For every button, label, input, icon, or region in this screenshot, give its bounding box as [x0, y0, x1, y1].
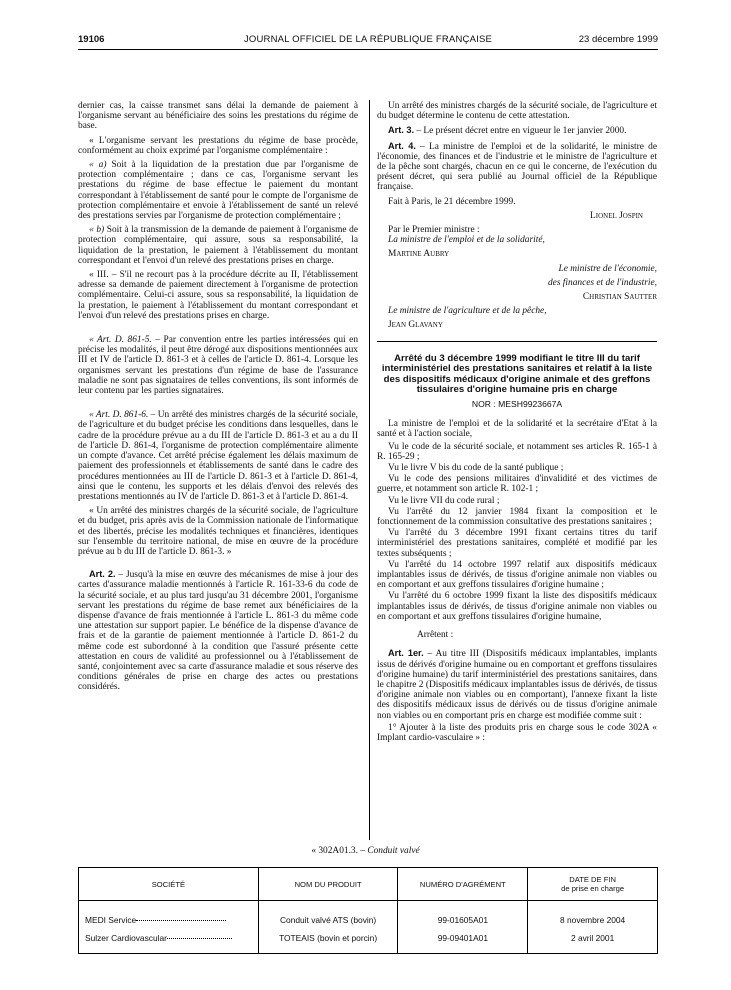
column-header: DATE DE FIN de prise en charge [528, 868, 658, 901]
column-header: SOCIÉTÉ [79, 868, 259, 901]
minister-title: Le ministre de l'agriculture et de la pêche, [388, 306, 547, 317]
left-column [78, 101, 358, 697]
column-header: NOM DU PRODUIT [258, 868, 398, 901]
arrete-title: Arrêté du 3 décembre 1999 modifiant le titre III du tarif interministériel des prestations sanitaires et relatif à la liste des dispositifs médicaux d'origine animale et des greffons tissulaires d'origine humaine pris en charge [381, 352, 653, 396]
paragraph: « Art. D. 861-5. – Par convention entre les parties intéressées qui en précise les modalités, il peut être dérogé aux dispositions mentionnées aux III et IV de l'article D. 861-3 et à celles de l'article D. 861-4. Lorsque les organismes servant les prestations d'un régime de base de l'assurance maladie ne sont pas signataires de telles conventions, ils sont informés de leur contenu par les parties signataires. [78, 335, 359, 397]
article-2: Art. 2. – Jusqu'à la mise en œuvre des mécanismes de mise à jour des cartes d'assurance maladie mentionnés à l'article R. 161-33-6 du code de la sécurité sociale, et au plus tard jusqu'au 31 décembre 2001, l'organisme servant les prestations du régime de base remet aux bénéficiaires de la dispense d'avance de frais mentionnée à l'article L. 861-3 du même code une attestation sur support papier. Le bénéfice de la dispense d'avance de frais et de la garantie de paiement mentionnée à l'article D. 861-2 du même code est subordonné à la condition que l'assuré présente cette attestation en cours de validité au professionnel ou à l'établissement de santé, conjointement avec sa carte d'assurance maladie et sous réserve des conditions générales de prise en charge des actes ou prestations considérés. [78, 569, 358, 693]
visa: Vu l'arrêté du 3 décembre 1991 fixant certains titres du tarif interministériel des prestations sanitaires, complété et modifié par les textes subséquents ; [377, 528, 657, 559]
visa: Vu le livre V bis du code de la santé publique ; [388, 463, 564, 474]
signature-sautter: Christian Sautter [582, 292, 657, 303]
right-column [377, 101, 657, 747]
visa: Vu le code des pensions militaires d'invalidité et des victimes de guerre, et notamment son article R. 102-1 ; [377, 474, 657, 495]
paragraph: « L'organisme servant les prestations du régime de base procède, conformément au choix exprimé par l'organisme complémentaire : [78, 135, 358, 156]
paragraph: « Art. D. 861-6. – Un arrêté des ministres chargés de la sécurité sociale, de l'agriculture et du budget précise les conditions dans lesquelles, dans le cadre de la procédure prévue au a du III de l'article D. 861-3 et au a du II de l'article D. 861-4, l'organisme de protection complémentaire alimente un compte d'avance. Cet arrêté précise également les délais maximum de paiement des professionnels et établissements de santé dans le cadre des procédures mentionnées au III de l'article D. 861-3 et à l'article D. 861-4, ainsi que le contenu, les supports et les délais d'envoi des relevés des prestations mentionnés au IV de l'article D. 861-3 et à l'article D. 861-4. [78, 410, 358, 502]
par-le-premier-ministre: Par le Premier ministre : [388, 225, 480, 236]
table-cell: Sulzer Cardiovascular [79, 929, 259, 954]
table-header-row [79, 868, 658, 901]
visa: Vu le livre VII du code rural ; [388, 495, 500, 506]
paragraph: « b) Soit à la transmission de la demande de paiement à l'organisme de protection complémentaire, qui assure, sous sa responsabilité, la liquidation de la prestation, le paiement à l'établissement du montant correspondant et l'envoi d'un relevé des prestations prises en charge. [78, 225, 359, 266]
issue-date: 23 décembre 1999 [578, 34, 658, 45]
paragraph: dernier cas, la caisse transmet sans délai la demande de paiement à l'organisme servant au bénéficiaire des soins les prestations du régime de base. [78, 101, 358, 132]
table-caption: « 302A01.3. – Conduit valvé [311, 846, 420, 856]
fait-a-paris: Fait à Paris, le 21 décembre 1999. [388, 196, 516, 207]
table-cell: Conduit valvé ATS (bovin) [258, 901, 398, 930]
paragraph: « a) Soit à la liquidation de la prestation due par l'organisme de protection complémentaire ; dans ce cas, l'organisme servant les prestations du régime de base effectue le paiement du montant correspondant à l'établissement de santé pour le compte de l'organisme de protection complémentaire et envoie à l'établissement de santé un relevé des prestations servies par l'organisme de protection complémentaire ; [78, 160, 359, 222]
article-1: Art. 1er. – Au titre III (Dispositifs médicaux implantables, implants issus de dérivés d'origine humaine ou en comportant et greffons tissulaires d'origine humaine) du tarif interministériel des prestations sanitaires, dans le chapitre 2 (Dispositifs médicaux implantables issus de dérivés, de tissus d'origine animale non viables ou en comportant), l'annexe fixant la liste des dispositifs médicaux issus de dérivés ou de tissus d'origine animale non viables ou en comportant pris en charge est modifiée comme suit : [377, 648, 657, 721]
visa: Vu l'arrêté du 12 janvier 1984 fixant la composition et le fonctionnement de la commission consultative des prestations sanitaires ; [377, 506, 657, 528]
visa: Vu l'arrêté du 14 octobre 1997 relatif aux dispositifs médicaux implantables issus de dérivés, de tissus d'origine animale non viables ou en comportant et aux greffons tissulaires d'origine humaine ; [377, 559, 657, 591]
paragraph: « Un arrêté des ministres chargés de la sécurité sociale, de l'agriculture et du budget, pris après avis de la Commission nationale de l'informatique et des libertés, précise les modalités techniques et financières, identiques sur l'ensemble du territoire national, de mise en œuvre de la procédure prévue au b du III de l'article D. 861-3. » [78, 506, 358, 557]
journal-title: JOURNAL OFFICIEL DE LA RÉPUBLIQUE FRANÇAISE [243, 34, 493, 45]
visa: Vu le code de la sécurité sociale, et notamment ses articles R. 165-1 à R. 165-29 ; [377, 441, 657, 462]
table-cell: 8 novembre 2004 [528, 901, 658, 930]
table-row [79, 929, 658, 954]
table-row [79, 901, 658, 930]
arretent: Arrêtent : [417, 630, 454, 641]
paragraph: La ministre de l'emploi et de la solidarité et la secrétaire d'Etat à la santé et à l'action sociale, [377, 419, 657, 440]
paragraph: « III. – S'il ne recourt pas à la procédure décrite au II, l'établissement adresse sa demande de paiement directement à l'organisme de protection complémentaire. Celui-ci assure, sous sa responsabilité, la liquidation de la prestation, le paiement à l'établissement du montant correspondant et l'envoi d'un relevé des prestations prises en charge. [78, 270, 358, 321]
page-number: 19106 [78, 34, 105, 45]
page-header [78, 34, 658, 48]
signature-glavany: Jean Glavany [388, 320, 443, 331]
signature-aubry: Martine Aubry [388, 249, 450, 260]
article-3: Art. 3. – Le présent décret entre en vigueur le 1er janvier 2000. [388, 125, 627, 137]
table-cell: MEDI Service [79, 901, 259, 930]
column-header: NUMÉRO D'AGRÉMENT [398, 868, 528, 901]
visa: Vu l'arrêté du 6 octobre 1999 fixant la liste des dispositifs médicaux implantables issus de dérivés, de tissus d'origine animale non viables ou en comportant et aux greffons tissulaires d'origine humaine, [377, 591, 657, 622]
table-cell: 99-09401A01 [398, 929, 528, 954]
table-cell: TOTEAIS (bovin et porcin) [258, 929, 398, 954]
article-4: Art. 4. – La ministre de l'emploi et de la solidarité, le ministre de l'économie, des finances et de l'industrie et le ministre de l'agriculture et de la pêche sont chargés, chacun en ce qui le concerne, de l'exécution du présent décret, qui sera publié au Journal officiel de la République française. [377, 140, 657, 193]
table-cell: 2 avril 2001 [528, 929, 658, 954]
minister-title: des finances et de l'industrie, [547, 277, 657, 288]
product-table [78, 867, 658, 954]
column-divider [369, 100, 370, 840]
minister-title: La ministre de l'emploi et de la solidarité, [388, 235, 545, 246]
nor-reference: NOR : MESH9923667A [471, 399, 563, 410]
signature-jospin: Lionel Jospin [590, 210, 643, 221]
section-rule [377, 341, 657, 348]
paragraph: Un arrêté des ministres chargés de la sécurité sociale, de l'agriculture et du budget détermine le contenu de cette attestation. [377, 101, 657, 122]
minister-title: Le ministre de l'économie, [558, 263, 657, 274]
table-cell: 99-01605A01 [398, 901, 528, 930]
paragraph: 1° Ajouter à la liste des produits pris en charge sous le code 302A « Implant cardio-vasculaire » : [377, 722, 657, 743]
header-rule [78, 49, 658, 50]
